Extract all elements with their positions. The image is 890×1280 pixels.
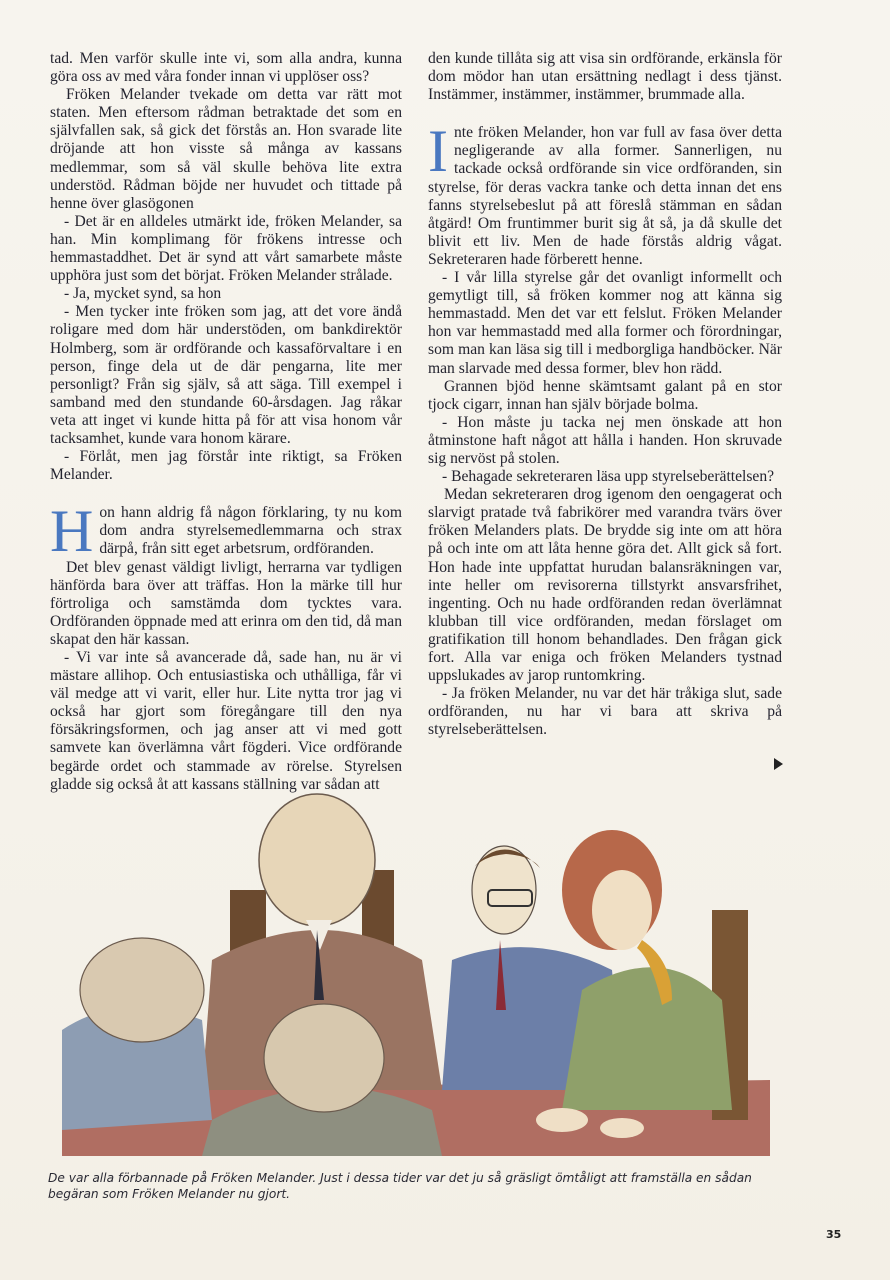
- paragraph: - Ja fröken Melander, nu var det här tråkiga slut, sade ordföranden, nu har vi bara att skriva på styrelseberättelsen.: [428, 685, 782, 739]
- paragraph-text: nte fröken Melander, hon var full av fasa över detta negligerande av alla former. Sannerligen, nu tackade också ordförande sin vice ordföranden, sin styrelse, för deras vackra tanke och detta innan det ens fanns styrelsebeslut på att föreslå stämman en sådan åtgärd! Om fruntimmer burit sig åt så, ja då skulle det blivit ett liv. Men de hade förstås aldrig vågat. Sekreteraren hade förberett henne.: [428, 124, 782, 268]
- illustration-caption: De var alla förbannade på Fröken Melander. Just i dessa tider var det ju så gräsligt ömtåligt att framställa en sådan begäran som Fröken Melander nu gjort.: [48, 1171, 752, 1201]
- continue-arrow-icon: [774, 758, 783, 770]
- paragraph: - Men tycker inte fröken som jag, att det vore ändå roligare med dom här understöden, om bankdirektör Holmberg, som är ordförande och kassaförvaltare i en person, finge dela ut de där pengarna, lite mer personligt? Från sig själv, så att säga. Till exempel i samband med den stundande 60-årsdagen. Jag råkar veta att inget vi kunde hitta på för att visa honom vår tacksamhet, kunde vara honom kärare.: [50, 303, 402, 447]
- page-number: 35: [826, 1228, 842, 1241]
- drop-cap: I: [428, 118, 448, 185]
- paragraph: - Vi var inte så avancerade då, sade han, nu är vi mästare allihop. Och entusiastiska och uthålliga, får vi väl medge att vi varit, eller hur. Lite nytta tror jag vi också har gjort som föregångare till den nya försäkringsformen, och jag anser att vi med gott samvete kan överlämna vårt fögderi. Vice ordförande begärde ordet och stammade av rörelse. Styrelsen gladde sig också åt att kassans ställning var sådan att: [50, 649, 402, 793]
- right-text-column: [428, 50, 782, 739]
- section-break: [50, 498, 402, 794]
- left-text-column: [50, 50, 402, 794]
- paragraph: [428, 118, 782, 269]
- paragraph-text: on hann aldrig få någon förklaring, ty nu kom dom andra styrelsemedlemmarna och strax därpå, från sitt eget arbetsrum, ordföranden.: [99, 504, 402, 558]
- paragraph: - Förlåt, men jag förstår inte riktigt, sa Fröken Melander.: [50, 448, 402, 484]
- section-break: [428, 118, 782, 739]
- paragraph: - Hon måste ju tacka nej men önskade att hon åtminstone haft något att hålla i handen. Hon skruvade sig nervöst på stolen.: [428, 413, 782, 467]
- paragraph: - I vår lilla styrelse går det ovanligt informellt och gemytligt till, så fröken kommer nog att känna sig hemmastadd. Men det var ett felslut. Fröken Melander hon var hemmastadd med alla former och förordningar, som man kan läsa sig till i medborgliga handböcker. När man slarvade med dessa former, blev hon rädd.: [428, 269, 782, 377]
- paragraph: [50, 498, 402, 565]
- meeting-illustration: [62, 790, 770, 1156]
- paragraph: - Behagade sekreteraren läsa upp styrelseberättelsen?: [442, 468, 775, 486]
- paragraph: Grannen bjöd henne skämtsamt galant på en stor tjock cigarr, innan han själv började bolma.: [428, 377, 782, 413]
- paragraph: Medan sekreteraren drog igenom den oengagerat och slarvigt pratade två fabrikörer med varandra tvärs över fröken Melanders plats. De brydde sig inte om att höra på och inte om att låta henne göra det. Allt gick så fort. Hon hade inte uppfattat hurudan balansräkningen var, inte heller om revisorerna tillstyrkt ansvarsfrihet, ingenting. Och nu hade ordföranden redan överlämnat klubban till vice ordföranden, medan förslaget om gratifikation till honom behandlades. Den frågan gick fort. Alla var eniga och fröken Melanders tystnad uppslukades av jarop runtomkring.: [428, 486, 782, 685]
- paragraph: - Ja, mycket synd, sa hon: [64, 285, 222, 303]
- paragraph: den kunde tillåta sig att visa sin ordförande, erkänsla för dom mödor han utan ersättning nedlagt i dess tjänst. Instämmer, instämmer, instämmer, brummade alla.: [428, 50, 782, 104]
- paragraph: Det blev genast väldigt livligt, herrarna var tydligen hänförda bara över att träffas. Hon la märke till hur förtroliga och samstämda dom tycktes vara. Ordföranden öppnade med att erinra om den tid, då man skapat den här kassan.: [50, 558, 402, 648]
- drop-cap: H: [50, 498, 94, 565]
- paragraph: tad. Men varför skulle inte vi, som alla andra, kunna göra oss av med våra fonder innan vi upplöser oss?: [50, 50, 402, 86]
- paragraph: Fröken Melander tvekade om detta var rätt mot staten. Men eftersom rådman betraktade det som en självfallen sak, så gick det förstås an. Hon svarade lite dröjande att hon visste så många av kassans medlemmar, som så väl skulle behöva lite extra understöd. Rådman böjde ner huvudet och tittade på henne över glasögonen: [50, 86, 402, 212]
- paragraph: - Det är en alldeles utmärkt ide, fröken Melander, sa han. Min komplimang för frökens intresse och hemmastaddhet. Det är synd att vårt samarbete måste upphöra just som det börjat. Fröken Melander strålade.: [50, 212, 402, 285]
